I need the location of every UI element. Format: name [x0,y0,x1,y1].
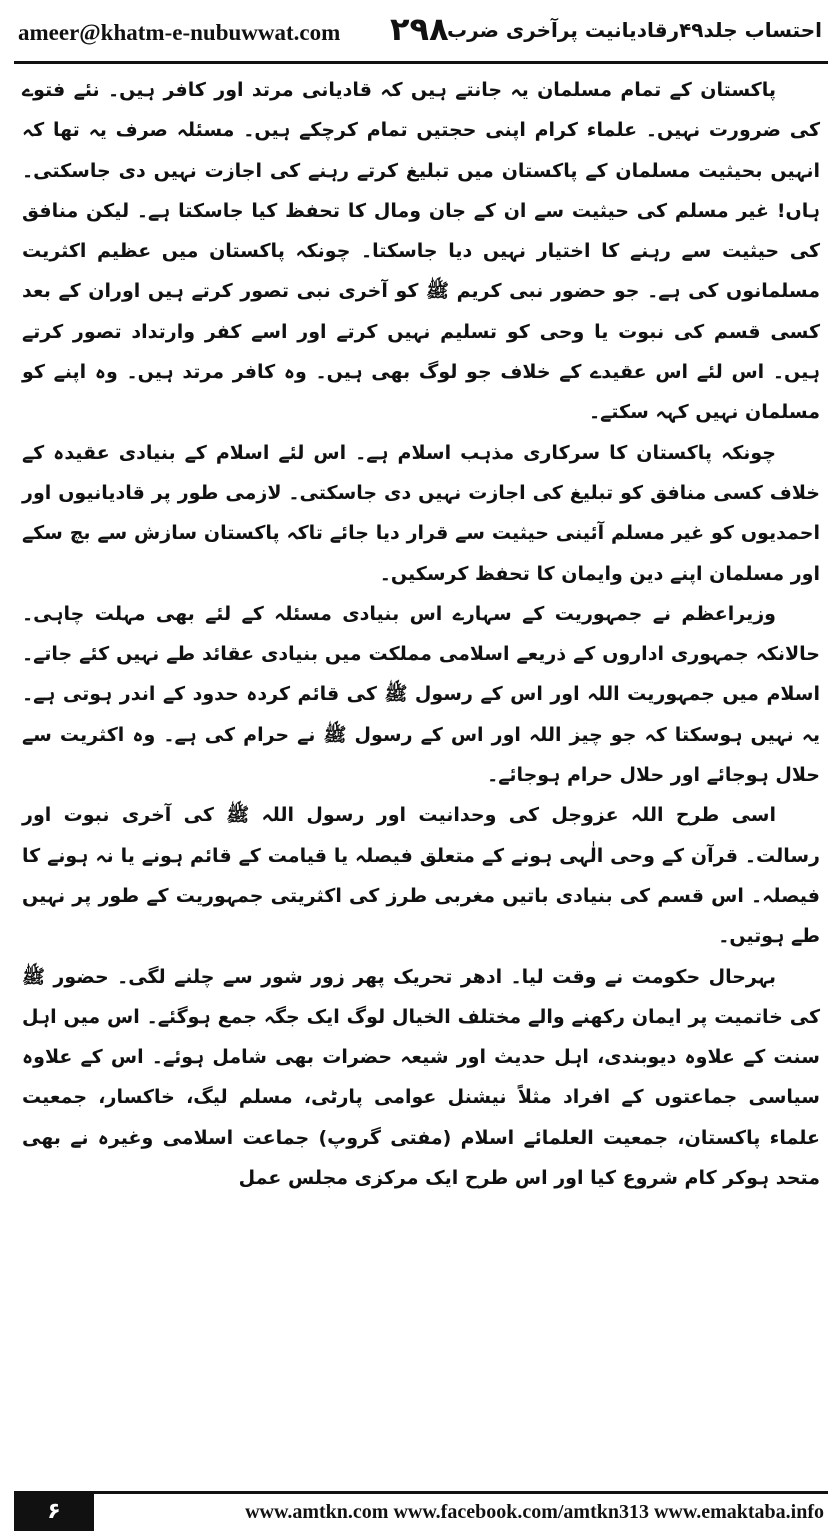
footer-badge: ۶ [14,1491,94,1531]
header-email-link[interactable]: ameer@khatm-e-nubuwwat.com [18,20,341,45]
paragraph-2: چونکہ پاکستان کا سرکاری مذہب اسلام ہے۔ اس لئے اسلام کے بنیادی عقیدہ کے خلاف کسی منافق کو تبلیغ کی اجازت نہیں دی جاسکتی۔ لازمی طور پر قادیانیوں اور احمدیوں کو غیر مسلم آئینی حیثیت سے قرار دیا جائے تاکہ پاکستان سازش سے بچ سکے اور مسلمان اپنے دین وایمان کا تحفظ کرسکیں۔ [22,441,820,585]
paragraph-5: بہرحال حکومت نے وقت لیا۔ ادھر تحریک پھر زور شور سے چلنے لگی۔ حضور ﷺ کی خاتمیت پر ایمان رکھنے والے مختلف الخیال لوگ ایک جگہ جمع ہوگئے۔ اس میں اہل سنت کے علاوہ دیوبندی، اہل حدیث اور شیعہ حضرات بھی شامل ہوئے۔ اس کے علاوہ سیاسی جماعتوں کے افراد مثلاً نیشنل عوامی پارٹی، مسلم لیگ، خاکسار، جمعیت علماء پاکستان، جمعیت العلمائے اسلام (مفتی گروپ) جماعت اسلامی وغیرہ نے بھی متحد ہوکر کام شروع کیا اور اس طرح ایک مرکزی مجلس عمل [22,965,820,1190]
header-book-title: احتساب جلد۴۹رقادیانیت پرآخری ضرب [447,18,822,42]
paragraph-1: پاکستان کے تمام مسلمان یہ جانتے ہیں کہ قادیانی مرتد اور کافر ہیں۔ نئے فتوے کی ضرورت نہیں۔ علماء کرام اپنی حجتیں تمام کرچکے ہیں۔ مسئلہ صرف یہ تھا کہ انہیں بحیثیت مسلمان کے پاکستان میں تبلیغ کرتے رہنے کی اجازت نہیں دی جاسکتی۔ ہاں! غیر مسلم کی حیثیت سے ان کے جان ومال کا تحفظ کیا جاسکتا ہے۔ لیکن منافق کی حیثیت سے رہنے کا اختیار نہیں دیا جاسکتا۔ چونکہ پاکستان میں عظیم اکثریت مسلمانوں کی ہے۔ جو حضور نبی کریم ﷺ کو آخری نبی تصور کرتے ہیں اوران کے بعد کسی قسم کی نبوت یا وحی کو تسلیم نہیں کرتے اور اسے کفر وارتداد تصور کرتے ہیں۔ اس لئے اس عقیدے کے خلاف جو لوگ بھی ہیں۔ وہ کافر مرتد ہیں۔ وہ اپنے کو مسلمان نہیں کہہ سکتے۔ [22,79,820,424]
header-divider [14,61,828,64]
page-footer [14,1491,828,1531]
paragraph-4: اسی طرح اللہ عزوجل کی وحدانیت اور رسول اللہ ﷺ کی آخری نبوت اور رسالت۔ قرآن کے وحی الٰہی ہونے کے متعلق فیصلہ یا قیامت کے قائم ہونے یا نہ ہونے کا فیصلہ۔ اس قسم کی بنیادی باتیں مغربی طرز کی اکثریتی جمہوریت کے طور پر نہیں طے ہوتیں۔ [22,804,820,948]
page-header [14,10,828,56]
footer-divider [94,1491,828,1494]
header-page-number: ۲۹۸ [390,10,449,48]
footer-links[interactable]: www.amtkn.com www.facebook.com/amtkn313 www.emaktaba.info [245,1501,824,1523]
paragraph-3: وزیراعظم نے جمہوریت کے سہارے اس بنیادی مسئلہ کے لئے بھی مہلت چاہی۔ حالانکہ جمہوری اداروں کے ذریعے اسلامی مملکت میں بنیادی عقائد طے نہیں کئے جاتے۔ اسلام میں جمہوریت اللہ اور اس کے رسول ﷺ کی قائم کردہ حدود کے اندر ہوتی ہے۔ یہ نہیں ہوسکتا کہ جو چیز اللہ اور اس کے رسول ﷺ نے حرام کی ہے۔ وہ اکثریت سے حلال ہوجائے اور حلال حرام ہوجائے۔ [22,602,820,787]
article-body [22,70,820,1198]
